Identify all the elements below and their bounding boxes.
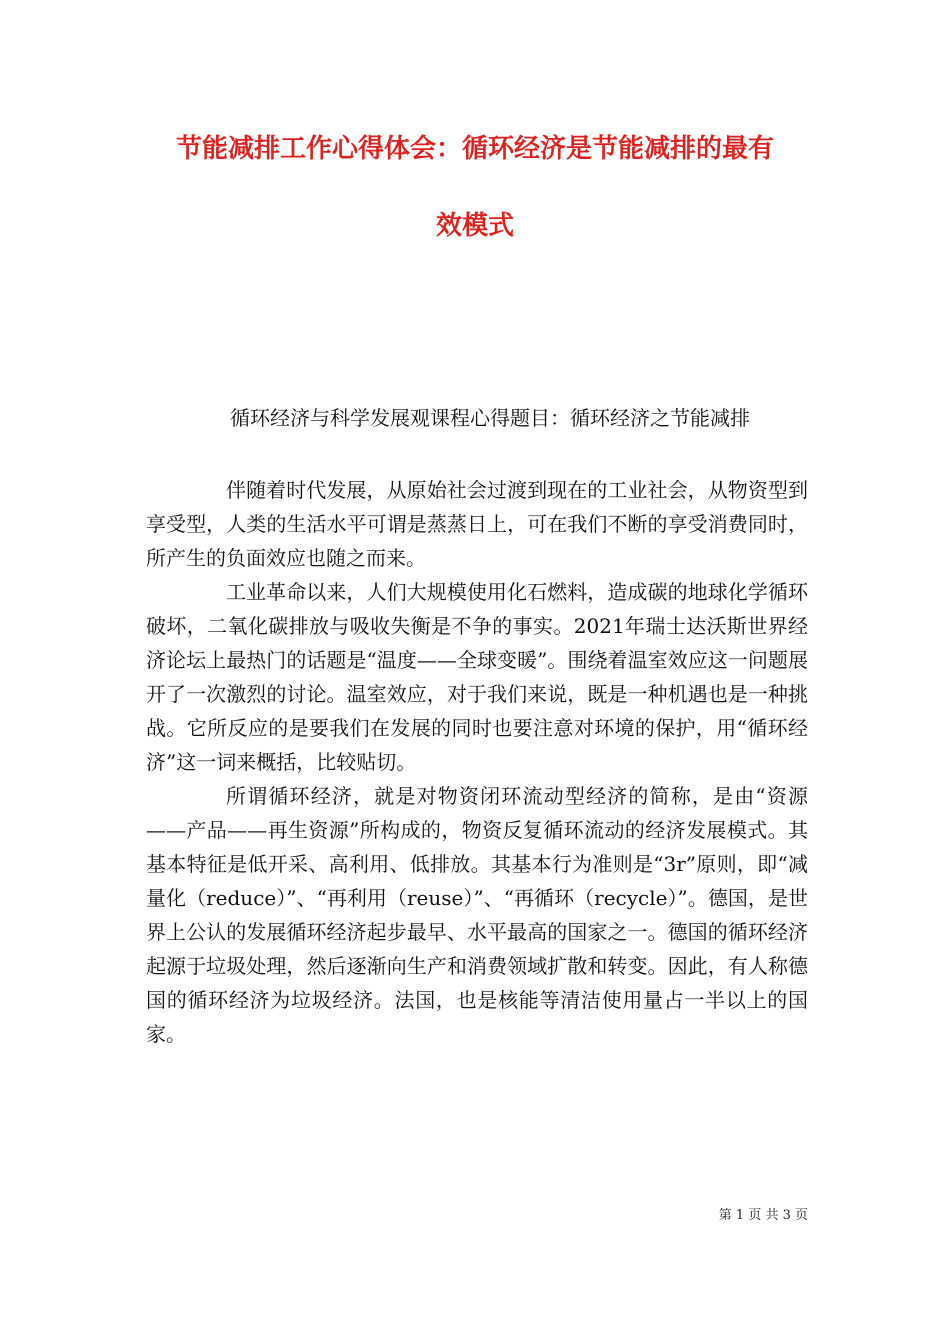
paragraph-1: 伴随着时代发展，从原始社会过渡到现在的工业社会，从物资型到享受型，人类的生活水平可谓是蒸蒸日上，可在我们不断的享受消费同时，所产生的负面效应也随之而来。 <box>146 478 808 570</box>
paragraph-course-heading: 循环经济与科学发展观课程心得题目：循环经济之节能减排 <box>230 406 750 430</box>
paragraph-3: 所谓循环经济，就是对物资闭环流动型经济的简称，是由“资源——产品——再生资源”所构成的，物资反复循环流动的经济发展模式。其基本特征是低开采、高利用、低排放。其基本行为准则是“3r”原则，即“减量化（reduce）”、“再利用（reuse）”、“再循环（recycle）”。德国，是世界上公认的发展循环经济起步最早、水平最高的国家之一。德国的循环经济起源于垃圾处理，然后逐渐向生产和消费领域扩散和转变。因此，有人称德国的循环经济为垃圾经济。法国，也是核能等清洁使用量占一半以上的国家。 <box>146 784 808 1046</box>
document-title-line2: 效模式 <box>435 211 514 241</box>
page-number: 第 1 页 共 3 页 <box>718 1208 808 1223</box>
document-title-line1: 节能减排工作心得体会：循环经济是节能减排的最有 <box>175 134 774 164</box>
paragraph-2: 工业革命以来，人们大规模使用化石燃料，造成碳的地球化学循环破坏，二氧化碳排放与吸收失衡是不争的事实。2021年瑞士达沃斯世界经济论坛上最热门的话题是“温度——全球变暖”。围绕着温室效应这一问题展开了一次激烈的讨论。温室效应，对于我们来说，既是一种机遇也是一种挑战。它所反应的是要我们在发展的同时也要注意对环境的保护，用“循环经济”这一词来概括，比较贴切。 <box>146 580 808 774</box>
document-body-main <box>146 473 808 1051</box>
document-body <box>146 401 808 435</box>
